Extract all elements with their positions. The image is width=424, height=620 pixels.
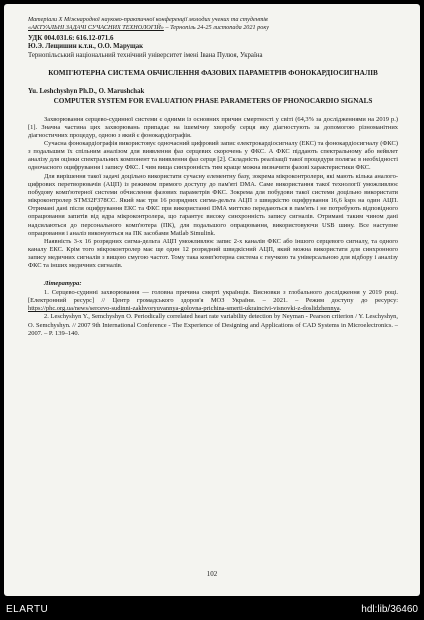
reference-link[interactable]: https://phc.org.ua/news/sercevo-sudinni-zakhvoryuvannya-golovna-prichina-smerti-ukraincivi-visnovki-z-doslidzhennya [28,305,340,313]
reference-text: 1. Серцево-судинні захворювання — головна причина смерті українців. Висновки з глобального дослідження у 2019 році. [Електронний ресурс] // Центр громадського здоров'я МОЗ України. – 2021. – Режим доступу до ресурсу: [28,288,398,305]
body-paragraph: Для вирішення такої задачі доцільно використати сучасну елементну базу, зокрема мікроконтролери, які мають кілька аналого-цифрових перетворювачів (АЦП) із режимом прямого доступу до пам'яті DMA. Саме використання такої технології уможливлює побудову комп'ютерної системи обчислення фазових параметрів ФКС. Зокрема для побудови такої системи доцільно використати мікроконтролер STM32F378CC. Який має три 16 розрядних сигма-дельта АЦП з швидкістю оцифрування 16,6 ksps на один АЦП. Отримані дані після оцифрування ЕКС та ФКС при використанні DMA миттєво передаються в пам'ять і не потребують відповідного опрацювання запитів від ядра мікроконтролера, що гарантує високу синхронність запису сигналів. Отримані таким чином дані надсилаються до персонального комп'ютера (ПК), для подальшого опрацювання, використовуючи USB шину. Все наступне опрацювання і аналіз виконуються на ПК засобами Matlab Simulink. [28,172,398,237]
conference-header [28,16,398,32]
authors-ua: Ю.Э. Лещишин к.т.н., О.О. Марущак [28,43,144,50]
page-content [28,16,398,338]
handle-label: hdl:lib/36460 [361,604,418,615]
body-paragraph: Сучасна фонокардіографія використовує одночасний цифровий запис електрокардіосигналу (ЕКС) та фонокардіосигналу (ФКС) з подальшим їх спільним аналізом для виявлення фаз серцевих скорочень у ФКС. А ФКС піддають спектральному або вейвлет аналізу для оцінки спектральних компонент та виявлення фаз серця [2]. Складність реалізації такої процедури полягає в необхідності одночасного оцифрування і запису ФКС. І чим вища синхронність тим краще можна визначити фазові характеристики ФКС. [28,139,398,172]
conference-header-line1: Матеріали Х Міжнародної науково-практичної конференції молодих учених та студентів [28,16,268,23]
reference-tail: . [339,305,342,313]
reference-text: 2. Leschyshyn Y., Semchyshyn O. Periodically correlated heart rate variability detection by Neyman - Pearson criterion / Y. Leschyshyn, O. Semchyshyn. // 2007 9th International Conference - The Experience of Designing and Applications of CAD Systems in Microelectronics. – 2007. – P. 139–140. [28,313,398,337]
body-paragraph: Захворювання серцево-судинної системи є одними із основних причин смертності у світі (64,3% за дослідженнями на 2019 р.) [1]. Значна частина цих захворювань припадає на ішемічну хворобу серця яку діагностують за допомогою різноманітних діагностичних процедур, одною з який є фонокардіографія. [28,115,398,139]
institution: Тернопільський національний технічний університет імені Івана Пулюя, Україна [28,51,263,59]
paper-page [4,4,420,596]
page-number: 102 [206,570,218,578]
conference-header-line2 [28,24,398,32]
paper-title-ua: КОМП'ЮТЕРНА СИСТЕМА ОБЧИСЛЕННЯ ФАЗОВИХ ПАРАМЕТРІВ ФОНОКАРДІОСИГНАЛІВ [48,69,378,77]
repository-label: ELARTU [6,604,49,615]
reference-item [28,289,398,313]
conference-date: – Тернопіль 24-25 листопада 2021 року [163,24,269,31]
body-paragraph: Наявність 3-х 16 розрядних сигма-дельта АЦП уможливлює запис 2-х каналів ФКС або іншого серцевого сигналу, та одного каналу ЕКС. Крім того мікроконтролер має ще один 12 розрядний швидкісний АЦП, який можна використати для синхронного запису медичних сигналів з вищою смугою частот. Тому така комп'ютерна система є гнучкою та універсальною для відбору і аналізу ФКС та інших медичних сигналів. [28,237,398,270]
udk-code: УДК 004.031.6: 616.12-071.6 [28,34,114,42]
references-list [28,289,398,338]
references-heading: Література: [44,280,82,288]
conference-title: «АКТУАЛЬНІ ЗАДАЧІ СУЧАСНИХ ТЕХНОЛОГІЙ» [28,24,164,31]
reference-item [28,313,398,337]
paper-body [28,116,398,271]
authors-en: Yu. Leshchyshyn Ph.D., O. Marushchak [28,88,145,95]
paper-title-en: COMPUTER SYSTEM FOR EVALUATION PHASE PARAMETERS OF PHONOCARDIO SIGNALS [53,96,373,105]
